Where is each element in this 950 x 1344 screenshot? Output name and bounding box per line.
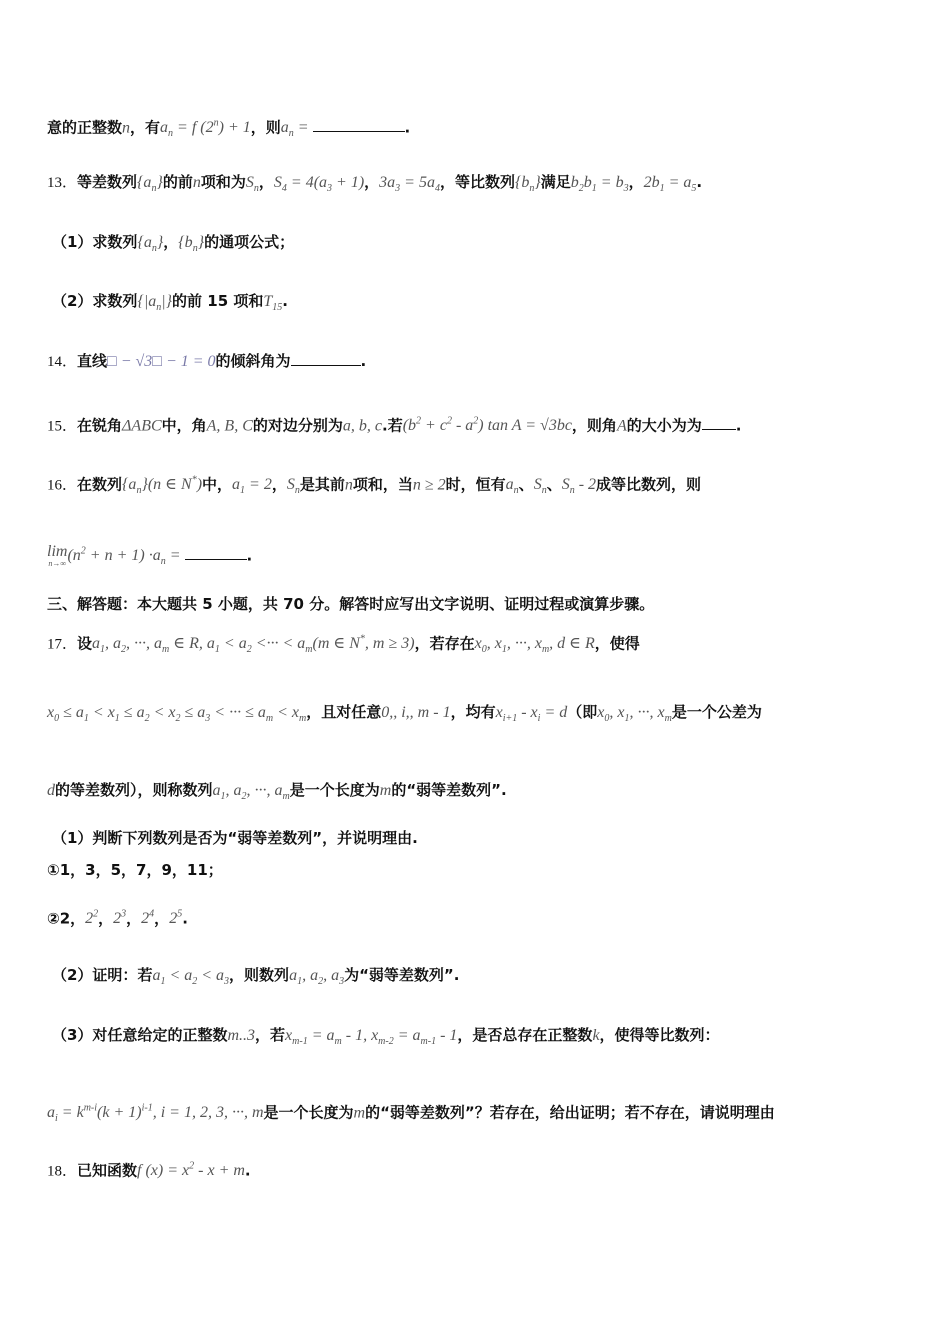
math: $\{b_n\}$ (178, 234, 205, 255)
math: $\{a_n\}$ (137, 234, 164, 255)
math: $S_4 = 4(a_3 + 1)$ (273, 174, 365, 195)
math: $S_n$ (533, 476, 547, 497)
math: $a_1$, $a_2$, ···, $a_m$ (212, 782, 290, 803)
line-continuation (47, 112, 910, 147)
math: $3a_3 = 5a_4$ (379, 174, 440, 195)
math: $a_1$, $a_2$, $a_3$ (289, 967, 345, 988)
text: ，有 (130, 118, 161, 137)
text: 意的正整数 (47, 118, 123, 137)
math: f $(x) = x^2 - x + m$ (137, 1161, 245, 1180)
math: $\{a_n\}(n$ ∈ N*) (122, 475, 203, 497)
math: $x_{i+1} - x_i = d$ (495, 704, 568, 725)
math: $\{|a_n|\}$ (137, 293, 173, 314)
math: lim n→∞ $(n^2 + n + 1) \cdot a_n$ = (47, 543, 181, 569)
math: $2^4$ (141, 909, 155, 928)
question-number: 13． (47, 175, 78, 191)
math: $x_0 \le a_1 < x_1 \le a_2 < x_2 \le a_3$ < ··· ≤ $a_m < x_m$ (47, 704, 307, 725)
math: n (122, 119, 131, 137)
question-17-part-3-continuation: $a_i = k^{m-i}(k + 1)^{i-1}$, i = 1, 2, 3, ···, m是一个长度为m的“弱等差数列”？若存在，给出证明；若不存在，请说明理由 (47, 1103, 775, 1125)
math: $(b^2 + c^2 - a^2)$ tan A = √3bc (402, 416, 572, 435)
math: $a_1 = 2$ (232, 476, 272, 497)
question-14: 14．直线□ − √3□ − 1 = 0的倾斜角为 . (47, 352, 367, 370)
math: $S_n$ (245, 174, 259, 195)
math: $a_1$, $a_2$, ···, $a_m$ ∈ R, $a_1 < a_2$ <··· < $a_m(m$ ∈ N*, m ≥ 3) (92, 634, 415, 656)
question-number: 17． (47, 636, 78, 653)
question-13-part-1: （1）求数列$\{a_n\}$，$\{b_n\}$的通项公式； (52, 233, 295, 255)
answer-blank[interactable] (313, 116, 405, 132)
math: $S_n$ (286, 476, 300, 497)
math: $2^3$ (113, 909, 127, 928)
question-16-continuation: lim n→∞ $(n^2 + n + 1) \cdot a_n$ = . (47, 543, 253, 569)
answer-blank[interactable] (185, 544, 247, 560)
question-number: 16． (47, 477, 78, 494)
question-17-part-2: （2）证明：若$a_1 < a_2 < a_3$，则数列$a_1$, $a_2$, $a_3$为“弱等差数列”. (52, 966, 460, 988)
math: $b_2b_1 = b_3$ (570, 174, 629, 195)
math: $S_n - 2$ (561, 476, 597, 497)
question-number: 18． (47, 1163, 78, 1180)
question-17-condition: $x_0 \le a_1 < x_1 \le a_2 < x_2 \le a_3$ < ··· ≤ $a_m < x_m$，且对任意0,, i,, m - 1，均有$x_{i+1} - x_i = d$（即$x_0$, $x_1$, ···, $x_m$是一个公差为 (47, 703, 762, 725)
math: $\{a_n\}$ (137, 174, 163, 195)
question-17-part-3: （3）对任意给定的正整数m..3，若$x_{m-1} = a_m - 1$, $x_{m-2} = a_{m-1} - 1$，是否总存在正整数k，使得等比数列： (52, 1026, 720, 1048)
question-17-part-1-item-1: ①1，3，5，7，9，11； (47, 861, 223, 879)
question-number: 15． (47, 418, 78, 435)
math: $2^5$ (169, 909, 183, 928)
math: $a_n = f$ $(2^n) + 1$ (160, 118, 251, 140)
question-15: 15．在锐角ΔABC中，角A, B, C的对边分别为a, b, c.若$(b^2 + c^2 - a^2)$ tan A = √3bc，则角A的大小为为 . (47, 416, 742, 435)
math: $a_1 < a_2 < a_3$ (152, 967, 230, 988)
question-13: 13．等差数列$\{a_n\}$的前n项和为$S_n$，$S_4 = 4(a_3 + 1)$，$3a_3 = 5a_4$，等比数列$\{b_n\}$满足$b_2b_1 = b_3$，$2b_1 = a_5$. (47, 173, 703, 195)
question-18: 18．已知函数f $(x) = x^2 - x + m$. (47, 1161, 251, 1180)
math: $x_0$, $x_1$, ···, $x_m$ (597, 704, 672, 725)
math-image: □ − √3□ − 1 = 0 (107, 353, 216, 370)
text: ，则 (250, 118, 281, 137)
math: $x_0$, $x_1$, ···, $x_m$, d ∈ R (474, 635, 595, 656)
text: . (404, 118, 411, 137)
math: $\{b_n\}$ (514, 174, 541, 195)
math: $T_{15}$ (263, 293, 283, 314)
question-17: 17．设$a_1$, $a_2$, ···, $a_m$ ∈ R, $a_1 < a_2$ <··· < $a_m(m$ ∈ N*, m ≥ 3)，若存在$x_0$, $x_1$, ···, $x_m$, d ∈ R，使得 (47, 634, 640, 656)
math: $a_n$ (505, 476, 519, 497)
question-16: 16．在数列$\{a_n\}(n$ ∈ N*)中，$a_1 = 2$，$S_n$是其前n项和，当n ≥ 2时，恒有$a_n$、$S_n$、$S_n - 2$成等比数列，则 (47, 475, 702, 497)
math: $a_i = k^{m-i}(k + 1)^{i-1}$, i = 1, 2, 3, ···, m (47, 1103, 264, 1125)
math: $a_n$ = (280, 119, 309, 140)
question-17-part-1: （1）判断下列数列是否为“弱等差数列”，并说明理由. (52, 829, 418, 847)
answer-blank[interactable] (291, 350, 361, 366)
question-17-definition: d的等差数列），则称数列$a_1$, $a_2$, ···, $a_m$是一个长度为m的“弱等差数列”. (47, 781, 507, 803)
question-number: 14． (47, 354, 78, 370)
section-heading: 三、解答题：本大题共 5 小题，共 70 分。解答时应写出文字说明、证明过程或演算步骤。 (47, 595, 655, 613)
math: $x_{m-1} = a_m - 1$, $x_{m-2} = a_{m-1} - 1$ (285, 1027, 458, 1048)
question-17-part-1-item-2: ②2，$2^2$，$2^3$，$2^4$，$2^5$. (47, 909, 188, 928)
math: $2^2$ (85, 909, 99, 928)
math: $2b_1 = a_5$ (643, 174, 697, 195)
question-13-part-2: （2）求数列$\{|a_n|\}$的前 15 项和$T_{15}$. (52, 292, 288, 314)
answer-blank[interactable] (702, 414, 736, 430)
